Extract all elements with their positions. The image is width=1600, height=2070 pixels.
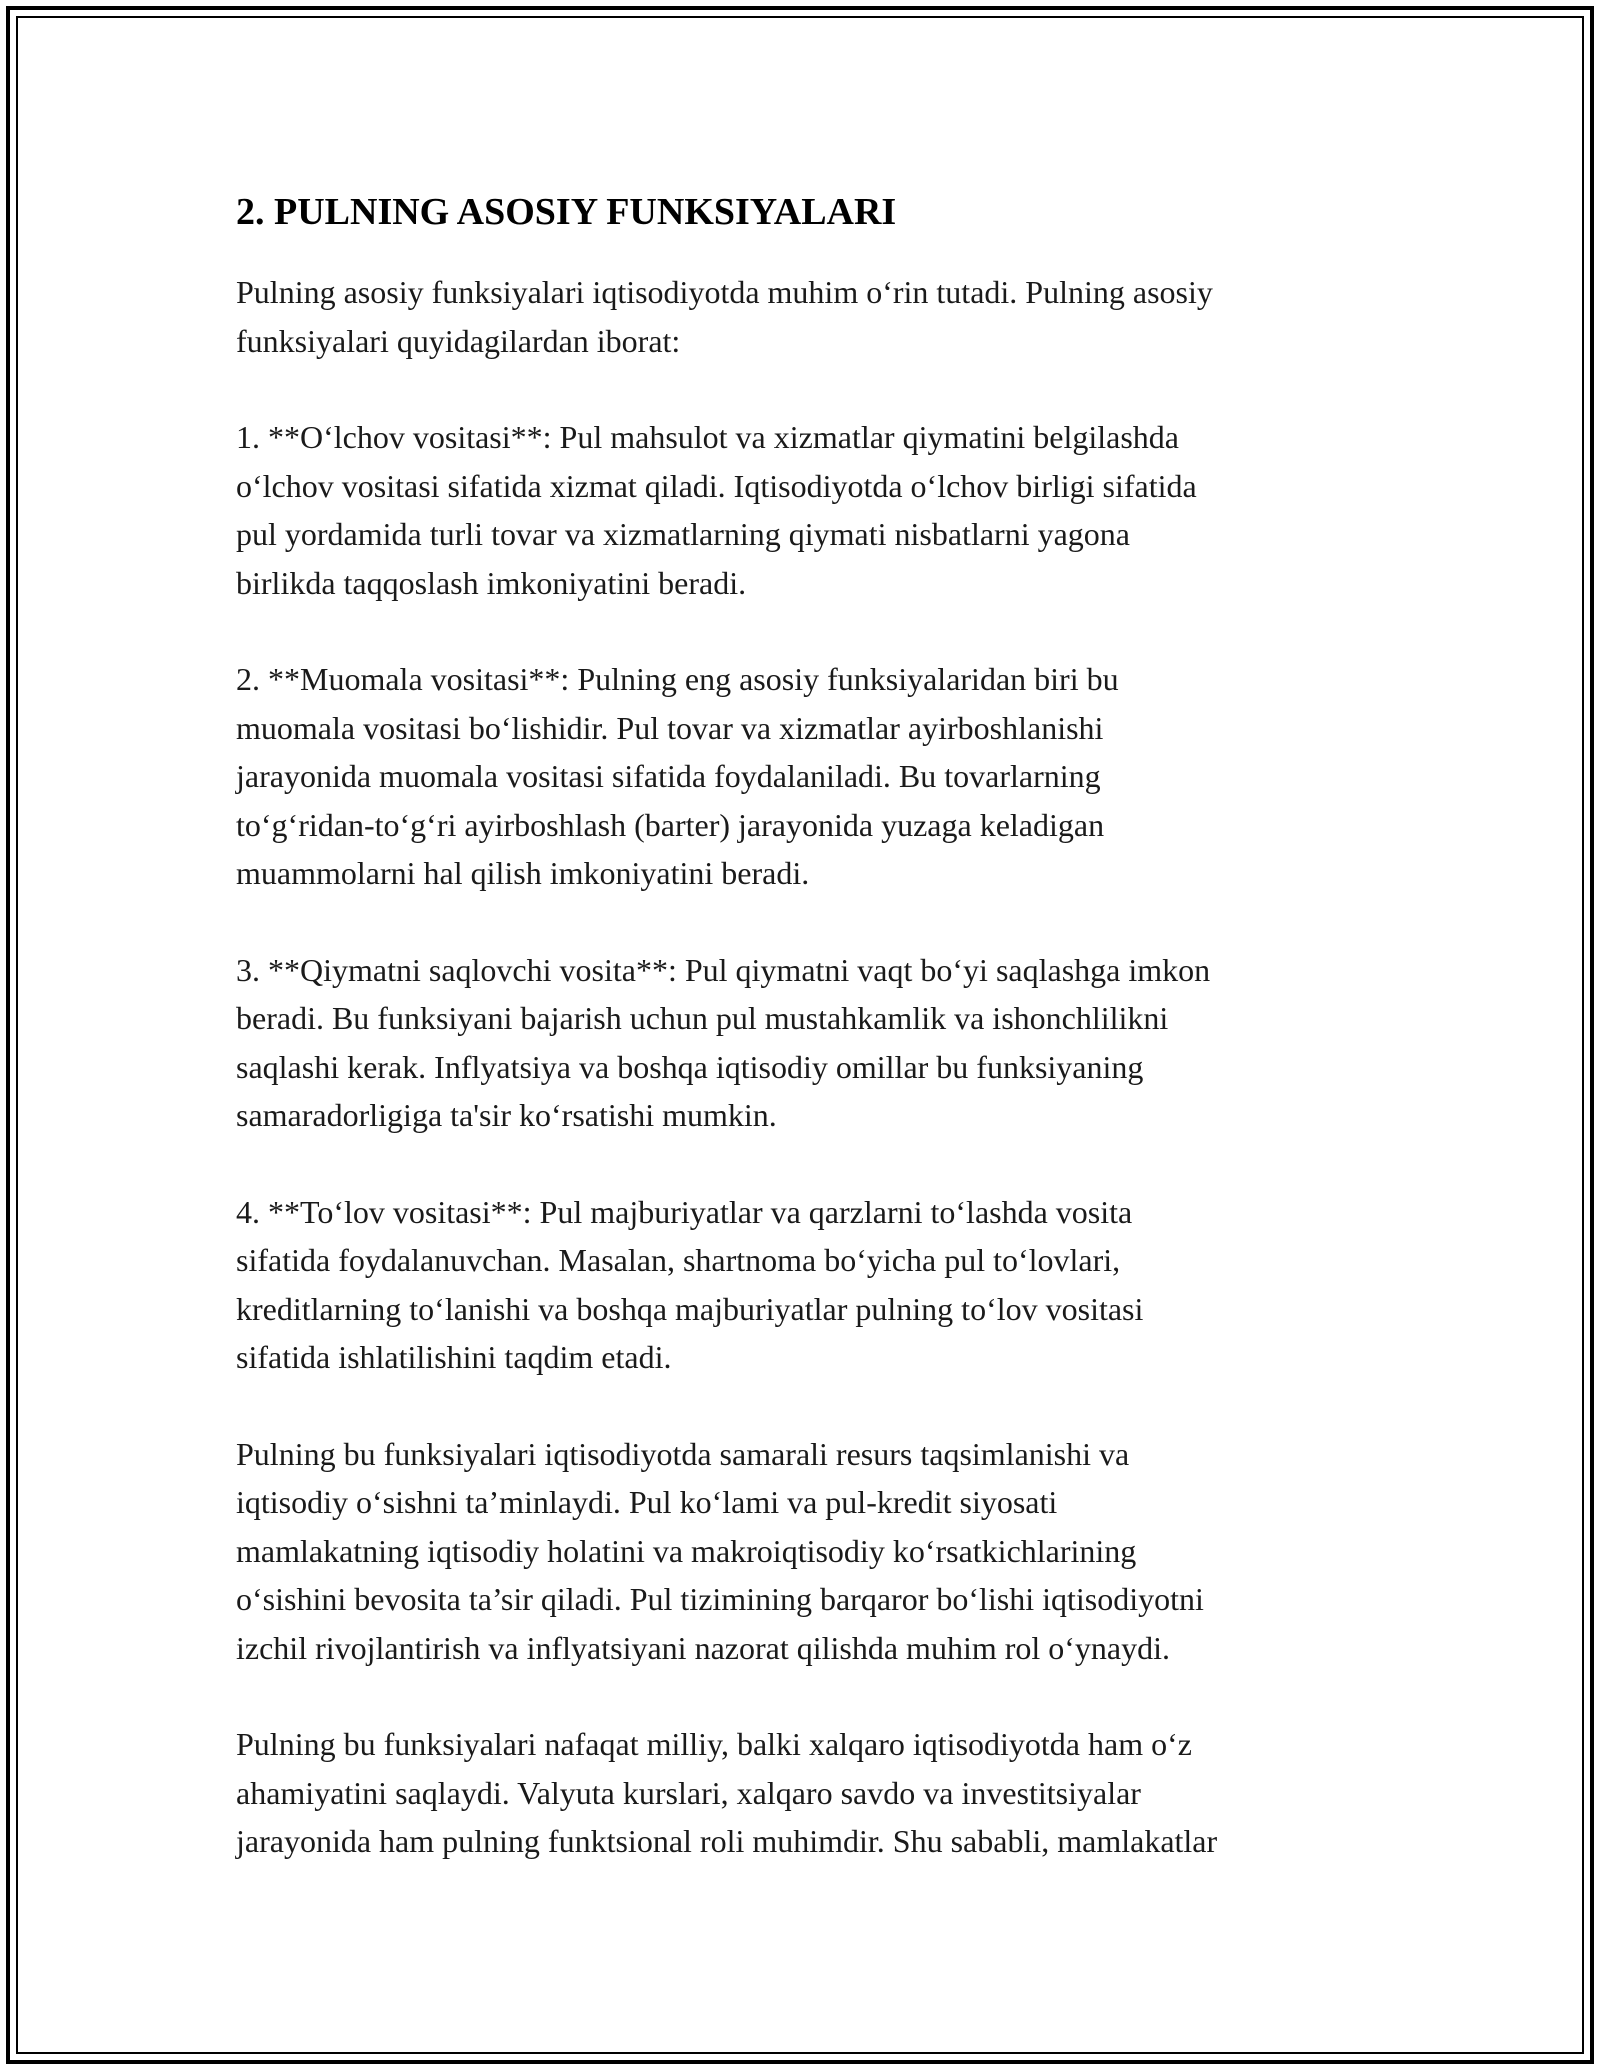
document-body	[236, 184, 1376, 1866]
closing-paragraph: Pulning bu funksiyalari nafaqat milliy, balki xalqaro iqtisodiyotda ham o‘z ahamiyatini saqlaydi. Valyuta kurslari, xalqaro savdo va investitsiyalar jarayonida ham pulning funktsional roli muhimdir. Shu sababli, mamlakatlar	[236, 1726, 1218, 1859]
intro-paragraph: Pulning asosiy funksiyalari iqtisodiyotda muhim o‘rin tutadi. Pulning asosiy funksiyalari quyidagilardan iborat:	[236, 274, 1213, 359]
list-item-payment: 4. **To‘lov vositasi**: Pul majburiyatlar va qarzlarni to‘lashda vosita sifatida foydalanuvchan. Masalan, shartnoma bo‘yicha pul to‘lovlari, kreditlarning to‘lanishi va boshqa majburiyatlar pulning to‘lov vositasi sifatida ishlatilishini taqdim etadi.	[236, 1193, 1144, 1375]
list-item-store-of-value: 3. **Qiymatni saqlovchi vosita**: Pul qiymatni vaqt bo‘yi saqlashga imkon beradi. Bu funksiyani bajarish uchun pul mustahkamlik va ishonchlilikni saqlashi kerak. Inflyatsiya va boshqa iqtisodiy omillar bu funksiyaning samaradorligiga ta'sir ko‘rsatishi mumkin.	[236, 951, 1211, 1133]
summary-paragraph: Pulning bu funksiyalari iqtisodiyotda samarali resurs taqsimlanishi va iqtisodiy o‘sishni ta’minlaydi. Pul ko‘lami va pul-kredit siyosati mamlakatning iqtisodiy holatini va makroiqtisodiy ko‘rsatkichlarining o‘sishini bevosita ta’sir qiladi. Pul tizimining barqaror bo‘lishi iqtisodiyotni izchil rivojlantirish va inflyatsiyani nazorat qilishda muhim rol o‘ynaydi.	[236, 1435, 1204, 1666]
list-item-measure: 1. **O‘lchov vositasi**: Pul mahsulot va xizmatlar qiymatini belgilashda o‘lchov vositasi sifatida xizmat qiladi. Iqtisodiyotda o‘lchov birligi sifatida pul yordamida turli tovar va xizmatlarning qiymati nisbatlarni yagona birlikda taqqoslash imkoniyatini beradi.	[236, 419, 1197, 601]
list-item-exchange: 2. **Muomala vositasi**: Pulning eng asosiy funksiyalaridan biri bu muomala vositasi bo‘lishidir. Pul tovar va xizmatlar ayirboshlanishi jarayonida muomala vositasi sifatida foydalaniladi. Bu tovarlarning to‘g‘ridan-to‘g‘ri ayirboshlash (barter) jarayonida yuzaga keladigan muammolarni hal qilish imkoniyatini beradi.	[236, 661, 1119, 891]
section-title: 2. PULNING ASOSIY FUNKSIYALARI	[236, 191, 897, 233]
